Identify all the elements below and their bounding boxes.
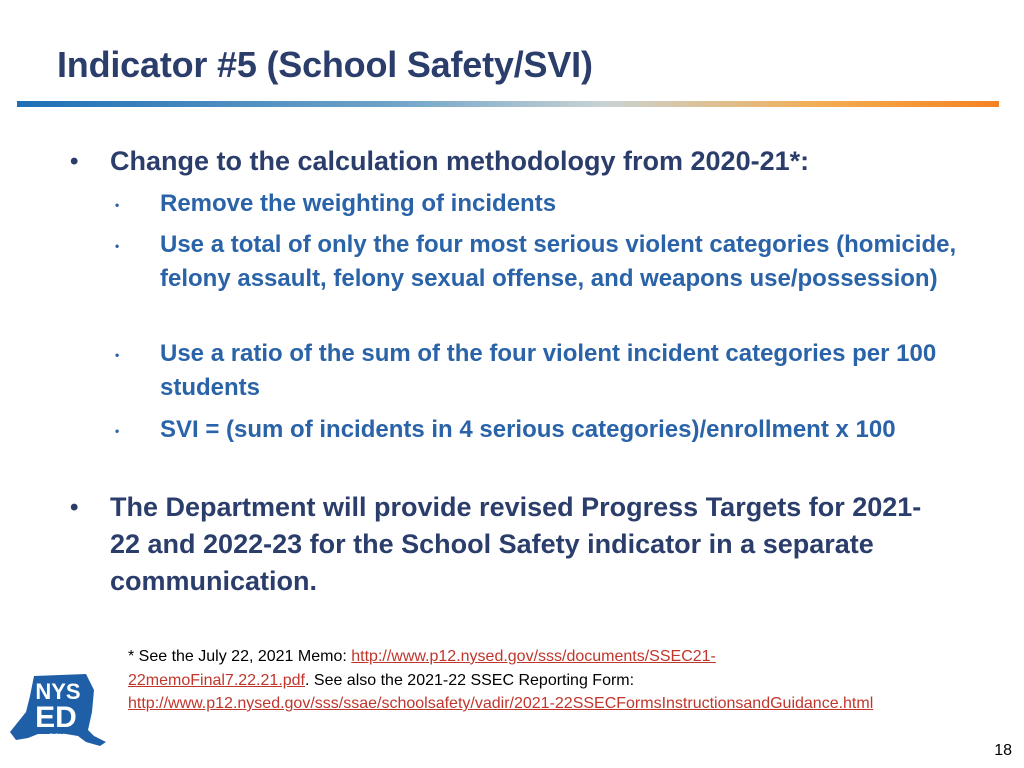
sub-bullet-item-four-categories <box>115 228 960 296</box>
footnote-prefix: * See the July 22, 2021 Memo: <box>128 648 352 665</box>
bullet-text: The Department will provide revised Progress Targets for 2021-22 and 2022-23 for the School Safety indicator in a separate communication. <box>110 492 922 596</box>
sub-bullet-text: SVI = (sum of incidents in 4 serious categories)/enrollment x 100 <box>160 416 896 443</box>
logo-text-ed: ED <box>35 701 77 734</box>
nysed-logo <box>8 672 110 758</box>
title-underline-rule <box>17 101 999 107</box>
sub-bullet-marker: • <box>115 198 120 212</box>
slide-title: Indicator #5 (School Safety/SVI) <box>57 44 593 85</box>
logo-text-gov: .gov <box>45 731 65 742</box>
page-number: 18 <box>994 742 1012 759</box>
sub-bullet-text: Remove the weighting of incidents <box>160 190 557 217</box>
sub-bullet-item-ratio <box>115 337 960 405</box>
bullet-marker: • <box>70 494 79 521</box>
sub-bullet-marker: • <box>115 424 120 438</box>
sub-bullet-marker: • <box>115 239 120 253</box>
sub-bullet-marker: • <box>115 348 120 362</box>
sub-bullet-text: Use a total of only the four most serious violent categories (homicide, felony assault, felony sexual offense, and weapons use/possession) <box>160 231 957 292</box>
bullet-item-progress-targets <box>70 489 930 600</box>
footnote <box>128 645 888 716</box>
bullet-marker: • <box>70 148 79 175</box>
sub-bullet-item-svi-formula <box>115 413 970 447</box>
reporting-form-link[interactable]: http://www.p12.nysed.gov/sss/ssae/schoolsafety/vadir/2021-22SSECFormsInstructionsandGuidance.html <box>128 695 874 712</box>
sub-bullet-text: Use a ratio of the sum of the four violent incident categories per 100 students <box>160 340 937 401</box>
sub-bullet-item-weighting <box>115 187 960 221</box>
logo-text-nys: NYS <box>35 679 81 704</box>
memo-link[interactable]: http://www.p12.nysed.gov/sss/documents/SSEC21-22memoFinal7.22.21.pdf <box>128 648 716 689</box>
footnote-middle: . See also the 2021-22 SSEC Reporting Form: <box>305 671 635 689</box>
bullet-item-methodology <box>70 143 940 180</box>
bullet-text: Change to the calculation methodology from 2020-21*: <box>110 146 810 176</box>
